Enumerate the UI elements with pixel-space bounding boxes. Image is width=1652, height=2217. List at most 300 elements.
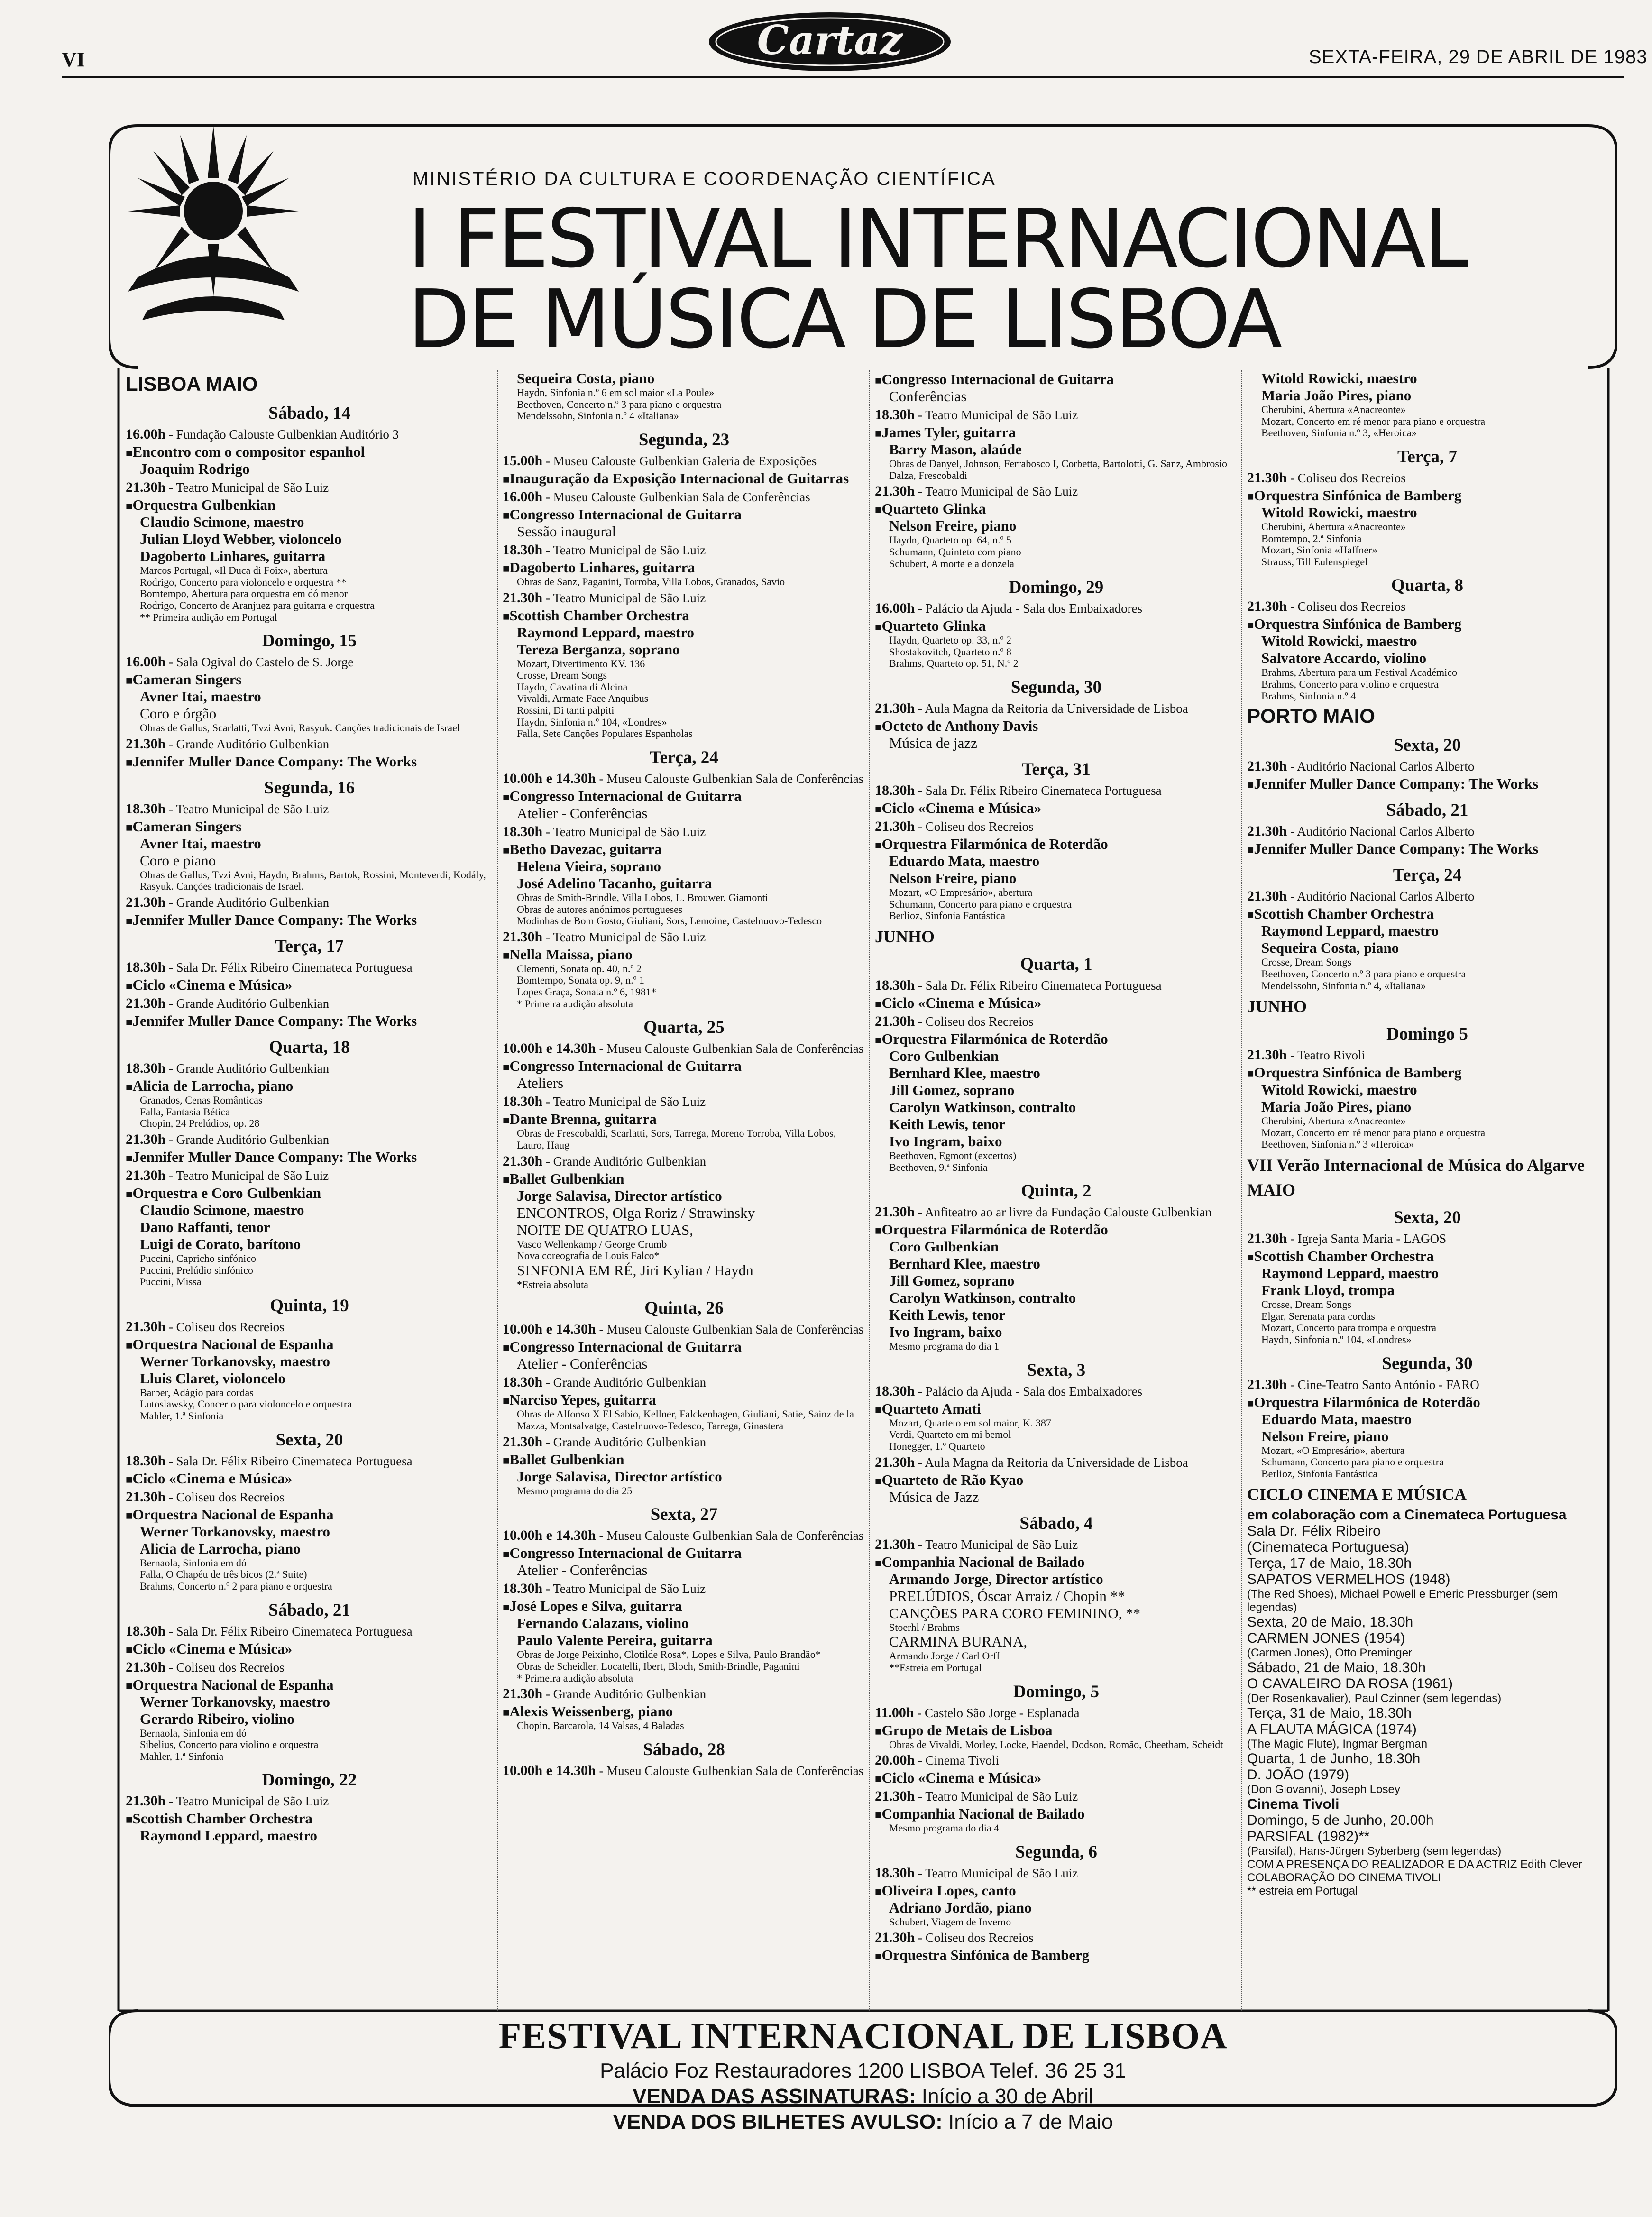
- performer-line: Tereza Berganza, soprano: [517, 641, 680, 658]
- event-time: [126, 1453, 493, 1469]
- event-title: ■ Grupo de Metais de Lisboa: [875, 1722, 1238, 1739]
- performer-line: Ivo Ingram, baixo: [889, 1324, 1002, 1341]
- cinema-line: Cinema Tivoli: [1247, 1796, 1340, 1812]
- day-heading: Sexta, 3: [1027, 1360, 1086, 1380]
- event-title: ■ Quarteto Glinka: [875, 500, 1238, 517]
- programme-detail: Granados, Cenas Românticas: [140, 1094, 263, 1106]
- programme-detail: Mozart, Concerto para trompa e orquestra: [1261, 1322, 1436, 1334]
- programme-column-1: [126, 370, 493, 2011]
- event-time: [875, 483, 1238, 499]
- event-time: [126, 426, 493, 442]
- event-time: [503, 453, 865, 469]
- event-hour: 21.30h: [1247, 598, 1287, 615]
- programme-detail: Lopes Graça, Sonata n.º 6, 1981*: [517, 986, 656, 998]
- programme-line: Coro e órgão: [140, 705, 217, 722]
- event-venue: - Teatro Municipal de São Luiz: [542, 543, 706, 557]
- event-title: ■ Orquestra Nacional de Espanha: [126, 1336, 493, 1353]
- event-time: [875, 1454, 1238, 1471]
- day-heading: Sábado, 21: [1386, 800, 1468, 820]
- event-venue: - Teatro Municipal de São Luiz: [915, 1866, 1078, 1880]
- programme-line: ENCONTROS, Olga Roriz / Strawinsky: [517, 1204, 755, 1221]
- event-time: [1247, 598, 1607, 615]
- programme-detail: Cherubini, Abertura «Anacreonte»: [1261, 404, 1406, 415]
- event-venue: - Cinema Tivoli: [915, 1753, 999, 1768]
- city-heading: LISBOA MAIO: [126, 373, 258, 395]
- programme-detail: Brahms, Abertura para um Festival Académico: [1261, 666, 1457, 679]
- event-time: [503, 489, 865, 505]
- performer-line: Jorge Salavisa, Director artístico: [517, 1468, 722, 1485]
- programme-detail: Mahler, 1.ª Sinfonia: [140, 1410, 224, 1422]
- performer-line: Coro Gulbenkian: [889, 1238, 999, 1255]
- performer-line: Claudio Scimone, maestro: [140, 514, 304, 530]
- programme-line: Atelier - Conferências: [517, 804, 648, 821]
- programme-detail: Cherubini, Abertura «Anacreonte»: [1261, 1115, 1406, 1127]
- programme-detail: Chopin, 24 Prelúdios, op. 28: [140, 1117, 260, 1130]
- city-heading: PORTO MAIO: [1247, 705, 1375, 727]
- cinema-line: O CAVALEIRO DA ROSA (1961): [1247, 1676, 1453, 1692]
- cinema-line: Quarta, 1 de Junho, 18.30h: [1247, 1751, 1421, 1767]
- programme-line: Sessão inaugural: [517, 523, 616, 540]
- day-heading: Terça, 17: [275, 937, 344, 956]
- footer-address: Palácio Foz Restauradores 1200 LISBOA Telef. 36 25 31: [600, 2059, 1126, 2082]
- performer-line: Joaquim Rodrigo: [140, 460, 250, 477]
- ministry-line: MINISTÉRIO DA CULTURA E COORDENAÇÃO CIENTÍFICA: [413, 168, 996, 189]
- performer-line: Nelson Freire, piano: [1261, 1427, 1389, 1444]
- programme-detail: Obras de autores anónimos portugueses: [517, 903, 683, 915]
- programme-detail: Shostakovitch, Quarteto n.º 8: [889, 645, 1011, 658]
- event-title: ■ Orquestra Sinfónica de Bamberg: [1247, 1064, 1607, 1081]
- cartaz-logo: [702, 5, 958, 76]
- programme-detail: Mozart, «O Empresário», abertura: [889, 886, 1033, 898]
- event-venue: - Cine-Teatro Santo António - FARO: [1287, 1377, 1479, 1392]
- performer-line: Luigi de Corato, barítono: [140, 1235, 301, 1252]
- performer-line: Eduardo Mata, maestro: [889, 853, 1040, 869]
- event-time: [126, 995, 493, 1012]
- event-hour: 10.00h e 14.30h: [503, 1762, 596, 1778]
- event-hour: 18.30h: [503, 823, 543, 839]
- performer-line: Alicia de Larrocha, piano: [140, 1540, 301, 1557]
- event-time: [503, 1581, 865, 1597]
- day-heading: Domingo, 5: [1013, 1682, 1099, 1702]
- event-title: ■ Companhia Nacional de Bailado: [875, 1554, 1238, 1571]
- cinema-line: Sábado, 21 de Maio, 18.30h: [1247, 1660, 1426, 1676]
- event-hour: 21.30h: [1247, 1047, 1287, 1063]
- programme-detail: Bomtempo, Abertura para orquestra em dó menor: [140, 588, 348, 600]
- programme-line: SINFONIA EM RÉ, Jiri Kylian / Haydn: [517, 1261, 753, 1279]
- event-time: [126, 736, 493, 752]
- event-venue: - Auditório Nacional Carlos Alberto: [1287, 889, 1475, 904]
- cinema-line: (Carmen Jones), Otto Preminger: [1247, 1647, 1413, 1660]
- programme-detail: Schumann, Quinteto com piano: [889, 545, 1021, 558]
- programme-line: Atelier - Conferências: [517, 1355, 648, 1372]
- performer-line: Jill Gomez, soprano: [889, 1081, 1015, 1098]
- performer-line: Nelson Freire, piano: [889, 870, 1017, 886]
- event-time: [126, 1131, 493, 1148]
- performer-line: Ivo Ingram, baixo: [889, 1132, 1002, 1150]
- performer-line: Barry Mason, alaúde: [889, 441, 1022, 458]
- event-hour: 16.00h: [875, 600, 915, 616]
- performer-line: Eduardo Mata, maestro: [1261, 1410, 1412, 1427]
- event-title: ■ Orquestra Sinfónica de Bamberg: [1247, 616, 1607, 633]
- cinema-line: SAPATOS VERMELHOS (1948): [1247, 1572, 1450, 1588]
- event-title: ■ Congresso Internacional de Guitarra: [875, 371, 1238, 388]
- event-time: [1247, 1231, 1607, 1247]
- programme-detail: Obras de Alfonso X El Sabio, Kellner, Falckenhagen, Giuliani, Satie, Sainz de la Mazza, Montsalvatge, Castelnuovo-Tedesco, Tarrega, Ginastera: [517, 1408, 854, 1432]
- cinema-line: Domingo, 5 de Junho, 20.00h: [1247, 1812, 1434, 1829]
- event-title: ■ Congresso Internacional de Guitarra: [503, 788, 865, 805]
- event-time: [875, 977, 1238, 994]
- programme-line: NOITE DE QUATRO LUAS,: [517, 1221, 693, 1238]
- event-title: ■ Quarteto Amati: [875, 1400, 1238, 1417]
- performer-line: Werner Torkanovsky, maestro: [140, 1693, 330, 1710]
- event-venue: - Coliseu dos Recreios: [165, 1319, 285, 1334]
- event-title: ■ Alexis Weissenberg, piano: [503, 1703, 865, 1720]
- event-time: [1247, 1377, 1607, 1393]
- event-time: [875, 1865, 1238, 1881]
- issue-date: SEXTA-FEIRA, 29 DE ABRIL DE 1983: [1309, 46, 1648, 67]
- performer-line: Bernhard Klee, maestro: [889, 1064, 1040, 1081]
- event-title: ■ Encontro com o compositor espanhol: [126, 443, 493, 460]
- programme-detail: Modinhas de Bom Gosto, Giuliani, Sors, Lemoine, Castelnuovo-Tedesco: [517, 915, 822, 927]
- event-hour: 11.00h: [875, 1704, 914, 1720]
- event-title: ■ Jennifer Muller Dance Company: The Works: [126, 1149, 493, 1166]
- event-time: [875, 1705, 1238, 1721]
- programme-detail: Haydn, Sinfonia n.º 104, «Londres»: [517, 716, 667, 728]
- event-title: ■ Scottish Chamber Orchestra: [503, 607, 865, 624]
- programme-detail: Falla, Fantasia Bética: [140, 1105, 230, 1118]
- programme-detail: ** Primeira audição em Portugal: [140, 611, 277, 623]
- event-time: [1247, 888, 1607, 904]
- event-title: ■ Dante Brenna, guitarra: [503, 1111, 865, 1128]
- event-title: ■ Jennifer Muller Dance Company: The Works: [126, 911, 493, 929]
- programme-detail: Haydn, Sinfonia n.º 104, «Londres»: [1261, 1333, 1412, 1345]
- event-venue: - Aula Magna da Reitoria da Universidade de Lisboa: [915, 701, 1188, 716]
- performer-line: Witold Rowicki, maestro: [1261, 1081, 1417, 1098]
- event-time: [126, 1489, 493, 1505]
- event-venue: - Sala Ogival do Castelo de S. Jorge: [165, 655, 354, 670]
- event-venue: - Museu Calouste Gulbenkian Galeria de Exposições: [542, 453, 817, 468]
- programme-detail: Barber, Adágio para cordas: [140, 1386, 254, 1398]
- programme-column-4: [1247, 370, 1607, 2011]
- day-heading: Domingo, 29: [1009, 578, 1104, 598]
- festival-footer: [109, 2011, 1617, 2134]
- event-venue: - Teatro Municipal de São Luiz: [542, 1095, 706, 1109]
- event-title: ■ Companhia Nacional de Bailado: [875, 1805, 1238, 1822]
- event-time: [875, 600, 1238, 616]
- event-title: ■ Orquestra Sinfónica de Bamberg: [1247, 487, 1607, 504]
- event-hour: 18.30h: [875, 407, 915, 423]
- performer-line: Witold Rowicki, maestro: [1261, 633, 1417, 650]
- event-hour: 21.30h: [126, 894, 166, 910]
- programme-detail: Cherubini, Abertura «Anacreonte»: [1261, 520, 1406, 533]
- event-time: [503, 1527, 865, 1544]
- event-title: ■ Quarteto de Rão Kyao: [875, 1472, 1238, 1489]
- event-time: [503, 824, 865, 840]
- programme-detail: Honegger, 1.º Quarteto: [889, 1440, 985, 1452]
- programme-detail: Beethoven, Concerto n.º 3 para piano e orquestra: [517, 398, 722, 410]
- programme-line: Ateliers: [517, 1075, 564, 1092]
- cinema-line: A FLAUTA MÁGICA (1974): [1247, 1721, 1417, 1738]
- programme-detail: Brahms, Concerto para violino e orquestra: [1261, 678, 1439, 690]
- event-title: ■ James Tyler, guitarra: [875, 424, 1238, 441]
- event-time: [503, 1434, 865, 1450]
- event-time: [875, 1752, 1238, 1768]
- programme-detail: **Estreia em Portugal: [889, 1661, 982, 1674]
- programme-detail: Schubert, Viagem de Inverno: [889, 1915, 1011, 1928]
- day-heading: Domingo 5: [1386, 1024, 1468, 1044]
- event-time: [126, 1623, 493, 1639]
- event-time: [875, 782, 1238, 799]
- event-venue: - Teatro Municipal de São Luiz: [915, 1537, 1078, 1552]
- event-venue: - Palácio da Ajuda - Sala dos Embaixadores: [915, 601, 1143, 616]
- event-title: ■ Ciclo «Cinema e Música»: [875, 1769, 1238, 1786]
- programme-detail: * Primeira audição absoluta: [517, 997, 633, 1010]
- programme-detail: Haydn, Sinfonia n.º 6 em sol maior «La Poule»: [517, 386, 715, 398]
- festival-title-line1: I FESTIVAL INTERNACIONAL: [408, 192, 1467, 286]
- event-hour: 10.00h e 14.30h: [503, 1321, 596, 1337]
- day-heading: Quarta, 18: [269, 1038, 350, 1057]
- event-time: [126, 801, 493, 817]
- programme-detail: Mozart, Quarteto em sol maior, K. 387: [889, 1417, 1051, 1429]
- programme-detail: Crosse, Dream Songs: [517, 669, 607, 681]
- festival-title-line2: DE MÚSICA DE LISBOA: [408, 273, 1281, 367]
- event-hour: 21.30h: [503, 1153, 543, 1169]
- cinema-line: PARSIFAL (1982)**: [1247, 1829, 1370, 1845]
- programme-detail: Brahms, Quarteto op. 51, N.º 2: [889, 657, 1019, 670]
- event-title: ■ Alicia de Larrocha, piano: [126, 1077, 493, 1095]
- section-heading: MAIO: [1247, 1180, 1295, 1199]
- event-hour: 21.30h: [875, 1204, 915, 1220]
- programme-detail: Vivaldi, Armate Face Anquibus: [517, 692, 649, 705]
- event-venue: - Grande Auditório Gulbenkian: [542, 1375, 707, 1390]
- event-venue: - Grande Auditório Gulbenkian: [165, 996, 330, 1011]
- day-heading: Sexta, 20: [275, 1430, 343, 1450]
- event-time: [875, 700, 1238, 717]
- event-title: ■ Ciclo «Cinema e Música»: [126, 1470, 493, 1487]
- programme-detail: Nova coreografia de Louis Falco*: [517, 1250, 660, 1262]
- column-divider: [497, 370, 498, 2011]
- performer-line: José Adelino Tacanho, guitarra: [517, 874, 712, 892]
- day-heading: Segunda, 23: [638, 430, 730, 450]
- footer-festival-name: FESTIVAL INTERNACIONAL DE LISBOA: [498, 2015, 1228, 2056]
- performer-line: Frank Lloyd, trompa: [1261, 1282, 1395, 1298]
- programme-detail: Mesmo programa do dia 25: [517, 1484, 633, 1497]
- cinema-line: Terça, 17 de Maio, 18.30h: [1247, 1555, 1412, 1572]
- event-time: [1247, 823, 1607, 839]
- event-venue: - Fundação Calouste Gulbenkian Auditório 3: [165, 427, 399, 442]
- performer-line: Werner Torkanovsky, maestro: [140, 1523, 330, 1540]
- event-hour: 21.30h: [1247, 469, 1287, 486]
- event-time: [1247, 758, 1607, 774]
- event-venue: - Sala Dr. Félix Ribeiro Cinemateca Portuguesa: [165, 1624, 413, 1638]
- cinema-line: COM A PRESENÇA DO REALIZADOR E DA ACTRIZ Edith Clever: [1247, 1858, 1582, 1871]
- event-title: ■ Ciclo «Cinema e Música»: [126, 976, 493, 994]
- performer-line: Maria João Pires, piano: [1261, 387, 1412, 404]
- programme-detail: Clementi, Sonata op. 40, n.º 2: [517, 962, 642, 975]
- day-heading: Terça, 24: [650, 747, 718, 767]
- day-heading: Quarta, 8: [1391, 576, 1464, 596]
- programme-line: Atelier - Conferências: [517, 1562, 648, 1579]
- column-divider: [869, 370, 870, 2011]
- event-time: [875, 1536, 1238, 1553]
- programme-detail: Sibelius, Concerto para violino e orquestra: [140, 1739, 319, 1751]
- performer-line: Witold Rowicki, maestro: [1261, 504, 1417, 521]
- event-hour: 21.30h: [503, 1686, 543, 1702]
- event-hour: 21.30h: [126, 1318, 166, 1334]
- event-hour: 21.30h: [126, 736, 166, 752]
- programme-detail: Mendelssohn, Sinfonia n.º 4, «Italiana»: [1261, 979, 1426, 992]
- event-hour: 21.30h: [126, 1167, 166, 1183]
- programme-detail: Bomtempo, Sonata op. 9, n.º 1: [517, 974, 644, 986]
- programme-detail: Marcos Portugal, «Il Duca di Foix», abertura: [140, 564, 328, 576]
- programme-column-2: [503, 370, 865, 2011]
- programme-detail: Lutoslawsky, Concerto para violoncelo e orquestra: [140, 1398, 352, 1410]
- footer-tickets: VENDA DOS BILHETES AVULSO: Início a 7 de Maio: [613, 2110, 1113, 2134]
- programme-detail: Puccini, Capricho sinfónico: [140, 1252, 257, 1264]
- event-title: ■ Orquestra Filarmónica de Roterdão: [875, 1030, 1238, 1048]
- performer-line: Carolyn Watkinson, contralto: [889, 1289, 1076, 1306]
- event-venue: - Museu Calouste Gulbenkian Sala de Conferências: [596, 1763, 864, 1778]
- event-hour: 20.00h: [875, 1752, 915, 1768]
- event-time: [503, 1153, 865, 1169]
- event-title: ■ Narciso Yepes, guitarra: [503, 1391, 865, 1408]
- day-heading: Sexta, 27: [650, 1505, 718, 1525]
- event-hour: 18.30h: [126, 1623, 166, 1639]
- programme-detail: Mozart, Concerto em ré menor para piano e orquestra: [1261, 1126, 1486, 1139]
- event-time: [503, 1040, 865, 1057]
- event-hour: 21.30h: [1247, 888, 1287, 904]
- event-title: ■ Ciclo «Cinema e Música»: [875, 994, 1238, 1012]
- performer-line: Werner Torkanovsky, maestro: [140, 1352, 330, 1370]
- event-hour: 21.30h: [875, 1454, 915, 1470]
- event-time: [875, 1788, 1238, 1804]
- programme-line: Coro e piano: [140, 852, 216, 869]
- programme-line: Música de jazz: [889, 735, 977, 751]
- event-title: ■ Orquestra Filarmónica de Roterdão: [875, 1221, 1238, 1238]
- programme-detail: Obras de Vivaldi, Morley, Locke, Haendel, Dodson, Romão, Cheetham, Scheidt: [889, 1738, 1223, 1750]
- event-title: ■ Scottish Chamber Orchestra: [1247, 1248, 1607, 1265]
- event-time: [875, 1930, 1238, 1946]
- programme-detail: Mesmo programa do dia 1: [889, 1340, 1000, 1352]
- event-title: ■ Orquestra Filarmónica de Roterdão: [1247, 1394, 1607, 1411]
- event-venue: - Coliseu dos Recreios: [915, 819, 1034, 834]
- event-hour: 15.00h: [503, 452, 543, 469]
- event-hour: 21.30h: [875, 1788, 915, 1804]
- masthead-rule: [62, 76, 1624, 78]
- programme-detail: Obras de Smith-Brindle, Villa Lobos, L. Brouwer, Giamonti: [517, 891, 768, 903]
- programme-detail: Verdi, Quarteto em mi bemol: [889, 1428, 1011, 1441]
- event-hour: 21.30h: [126, 1489, 166, 1505]
- performer-line: Keith Lewis, tenor: [889, 1115, 1006, 1132]
- event-hour: 18.30h: [503, 1374, 543, 1390]
- event-venue: - Coliseu dos Recreios: [915, 1931, 1034, 1945]
- event-title: ■ Congresso Internacional de Guitarra: [503, 506, 865, 523]
- event-time: [126, 894, 493, 911]
- event-hour: 21.30h: [126, 995, 166, 1011]
- cinema-line: COLABORAÇÃO DO CINEMA TIVOLI: [1247, 1871, 1441, 1885]
- programme-detail: Elgar, Serenata para cordas: [1261, 1310, 1375, 1322]
- event-hour: 21.30h: [503, 589, 543, 606]
- event-time: [875, 407, 1238, 423]
- event-hour: 18.30h: [126, 959, 166, 975]
- event-title: ■ Ballet Gulbenkian: [503, 1451, 865, 1468]
- event-title: ■ Ciclo «Cinema e Música»: [126, 1640, 493, 1657]
- programme-detail: Beethoven, 9.ª Sinfonia: [889, 1161, 988, 1173]
- performer-line: Carolyn Watkinson, contralto: [889, 1098, 1076, 1115]
- programme-detail: Berlioz, Sinfonia Fantástica: [1261, 1467, 1377, 1480]
- event-venue: - Sala Dr. Félix Ribeiro Cinemateca Portuguesa: [165, 1453, 413, 1468]
- day-heading: Segunda, 16: [264, 778, 355, 798]
- event-title: ■ Orquestra Gulbenkian: [126, 497, 493, 514]
- event-venue: - Museu Calouste Gulbenkian Sala de Conferências: [596, 1322, 864, 1337]
- event-venue: - Grande Auditório Gulbenkian: [165, 1061, 330, 1076]
- programme-detail: Mozart, «O Empresário», abertura: [1261, 1444, 1405, 1456]
- day-heading: Segunda, 30: [1010, 678, 1102, 697]
- event-title: ■ Congresso Internacional de Guitarra: [503, 1058, 865, 1075]
- event-time: [126, 1319, 493, 1335]
- event-time: [503, 929, 865, 945]
- event-title: ■ Congresso Internacional de Guitarra: [503, 1338, 865, 1355]
- event-time: [503, 1321, 865, 1337]
- programme-detail: Mozart, Concerto em ré menor para piano e orquestra: [1261, 415, 1486, 427]
- event-title: ■ Scottish Chamber Orchestra: [126, 1810, 493, 1827]
- programme-line: PRELÚDIOS, Óscar Arraiz / Chopin **: [889, 1587, 1125, 1604]
- programme-detail: Armando Jorge / Carl Orff: [889, 1650, 1000, 1662]
- programme-columns: [109, 370, 1617, 2011]
- event-title: ■ Betho Davezac, guitarra: [503, 841, 865, 858]
- event-hour: 18.30h: [875, 1865, 915, 1881]
- event-hour: 21.30h: [875, 700, 915, 716]
- programme-detail: Vasco Wellenkamp / George Crumb: [517, 1238, 667, 1250]
- event-time: [503, 1686, 865, 1702]
- performer-line: Nelson Freire, piano: [889, 517, 1017, 534]
- event-title: ■ Quarteto Glinka: [875, 617, 1238, 635]
- performer-line: Sequeira Costa, piano: [517, 370, 655, 386]
- event-venue: - Coliseu dos Recreios: [165, 1660, 285, 1674]
- event-venue: - Aula Magna da Reitoria da Universidade de Lisboa: [915, 1455, 1188, 1470]
- event-hour: 21.30h: [875, 1536, 915, 1552]
- event-venue: - Castelo São Jorge - Esplanada: [914, 1705, 1080, 1720]
- sun-emblem-icon: [109, 121, 318, 330]
- event-venue: - Teatro Municipal de São Luiz: [542, 929, 706, 944]
- event-hour: 16.00h: [126, 426, 166, 442]
- programme-detail: Puccini, Prelúdio sinfónico: [140, 1264, 253, 1276]
- programme-line: Música de Jazz: [889, 1488, 979, 1505]
- event-title: ■ Jennifer Muller Dance Company: The Works: [126, 1012, 493, 1030]
- event-venue: - Grande Auditório Gulbenkian: [542, 1435, 707, 1449]
- performer-line: Claudio Scimone, maestro: [140, 1201, 304, 1218]
- performer-line: Paulo Valente Pereira, guitarra: [517, 1632, 713, 1649]
- section-heading: JUNHO: [875, 927, 935, 946]
- performer-line: Dagoberto Linhares, guitarra: [140, 548, 326, 564]
- event-time: [126, 959, 493, 975]
- event-venue: - Palácio da Ajuda - Sala dos Embaixadores: [915, 1384, 1143, 1398]
- programme-detail: Haydn, Quarteto op. 33, n.º 2: [889, 634, 1011, 646]
- event-hour: 21.30h: [875, 1930, 915, 1946]
- programme-detail: Beethoven, Sinfonia n.º 3 «Heroica»: [1261, 1138, 1414, 1150]
- event-venue: - Teatro Municipal de São Luiz: [165, 1168, 329, 1183]
- programme-detail: Obras de Sanz, Paganini, Torroba, Villa Lobos, Granados, Savio: [517, 575, 785, 588]
- event-title: ■ Orquestra Filarmónica de Roterdão: [875, 836, 1238, 853]
- performer-line: Maria João Pires, piano: [1261, 1098, 1412, 1115]
- event-hour: 18.30h: [126, 800, 166, 817]
- event-venue: - Museu Calouste Gulbenkian Sala de Conferências: [542, 489, 810, 504]
- day-heading: Sexta, 20: [1394, 1208, 1461, 1227]
- programme-detail: Brahms, Concerto n.º 2 para piano e orquestra: [140, 1580, 332, 1592]
- programme-detail: Mahler, 1.ª Sinfonia: [140, 1750, 224, 1762]
- day-heading: Terça, 24: [1393, 865, 1462, 885]
- svg-text:Cartaz: Cartaz: [757, 17, 903, 64]
